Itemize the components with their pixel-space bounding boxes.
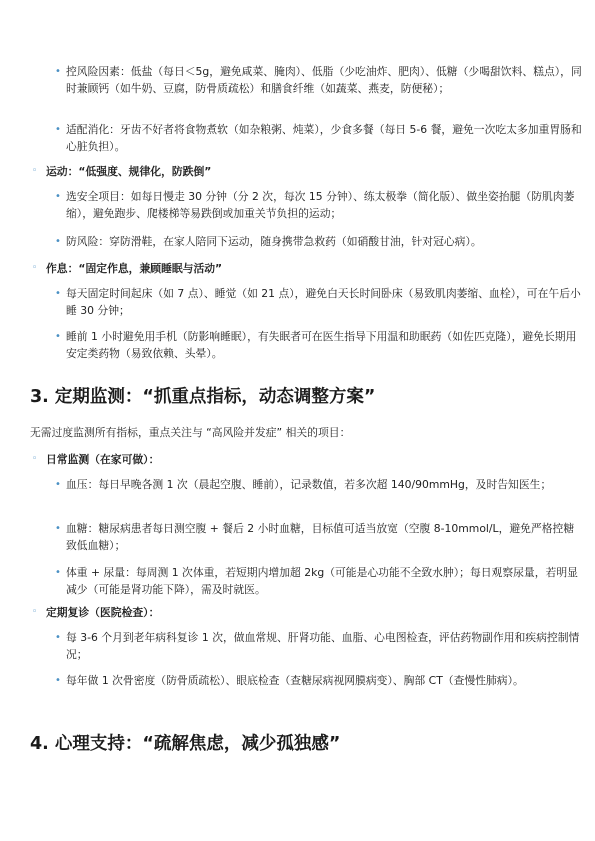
list-item-text: 防风险：穿防滑鞋，在家人陪同下运动，随身携带急救药（如硝酸甘油，针对冠心病）。 bbox=[66, 235, 482, 248]
subsection-title-text: 日常监测（在家可做）： bbox=[46, 453, 160, 466]
list-item-text: 每年做 1 次骨密度（防骨质疏松）、眼底检查（查糖尿病视网膜病变）、胸部 CT（查慢性肺病）。 bbox=[66, 674, 524, 687]
list-item-blood-pressure bbox=[55, 476, 584, 493]
list-item-exercise-safe bbox=[55, 188, 584, 222]
bullet-icon: • bbox=[55, 331, 61, 342]
bullet-icon: • bbox=[55, 66, 61, 77]
circle-bullet-icon: ◦ bbox=[32, 454, 38, 464]
subsection-daily-title bbox=[32, 451, 576, 468]
bullet-icon: • bbox=[55, 675, 61, 686]
section-heading-monitoring: 3. 定期监测：“抓重点指标，动态调整方案” bbox=[30, 387, 376, 407]
list-item-text: 适配消化：牙齿不好者将食物煮软（如杂粮粥、炖菜），少食多餐（每日 5-6 餐，避免一次吃太多加重胃肠和心脏负担）。 bbox=[66, 123, 582, 153]
bullet-icon: • bbox=[55, 236, 61, 247]
bullet-icon: • bbox=[55, 288, 61, 299]
bullet-icon: • bbox=[55, 191, 61, 202]
list-item-text: 选安全项目：如每日慢走 30 分钟（分 2 次，每次 15 分钟）、练太极拳（简化版）、做坐姿抬腿（防肌肉萎缩），避免跑步、爬楼梯等易跌倒或加重关节负担的运动； bbox=[66, 190, 575, 220]
bullet-icon: • bbox=[55, 124, 61, 135]
section-heading-psych: 4. 心理支持：“疏解焦虑，减少孤独感” bbox=[30, 734, 341, 754]
circle-bullet-icon: ◦ bbox=[32, 607, 38, 617]
list-item-text: 每 3-6 个月到老年病科复诊 1 次，做血常规、肝肾功能、血脂、心电图检查，评估药物副作用和疾病控制情况； bbox=[66, 631, 580, 661]
list-item-annual-checks bbox=[55, 672, 584, 689]
bullet-icon: • bbox=[55, 567, 61, 578]
list-item-exercise-risk bbox=[55, 233, 584, 250]
list-item-routine-sleep bbox=[55, 328, 584, 362]
list-item-text: 血压：每日早晚各测 1 次（晨起空腹、睡前），记录数值，若多次超 140/90mmHg，及时告知医生； bbox=[66, 478, 552, 491]
subsection-title-text: 运动：“低强度、规律化，防跌倒” bbox=[46, 165, 212, 178]
subsection-hospital-title bbox=[32, 604, 576, 621]
list-item-text: 控风险因素：低盐（每日＜5g，避免咸菜、腌肉）、低脂（少吃油炸、肥肉）、低糖（少喝甜饮料、糕点），同时兼顾钙（如牛奶、豆腐，防骨质疏松）和膳食纤维（如蔬菜、燕麦，防便秘）； bbox=[66, 65, 582, 95]
subsection-title-text: 作息：“固定作息，兼顾睡眠与活动” bbox=[46, 262, 223, 275]
list-item-text: 血糖：糖尿病患者每日测空腹 + 餐后 2 小时血糖，目标值可适当放宽（空腹 8-10mmol/L，避免严格控糖致低血糖）； bbox=[66, 522, 575, 552]
circle-bullet-icon: ◦ bbox=[32, 263, 38, 273]
bullet-icon: • bbox=[55, 523, 61, 534]
subsection-routine-title bbox=[32, 260, 576, 277]
list-item-routine-schedule bbox=[55, 285, 584, 319]
list-item-text: 体重 + 尿量：每周测 1 次体重，若短期内增加超 2kg（可能是心功能不全致水肿）；每日观察尿量，若明显减少（可能是肾功能下降），需及时就医。 bbox=[66, 566, 578, 596]
subsection-title-text: 定期复诊（医院检查）： bbox=[46, 606, 160, 619]
circle-bullet-icon: ◦ bbox=[32, 166, 38, 176]
list-item-diet-digest bbox=[55, 121, 584, 155]
list-item-weight-urine bbox=[55, 564, 584, 598]
list-item-followup bbox=[55, 629, 584, 663]
subsection-exercise-title bbox=[32, 163, 576, 180]
bullet-icon: • bbox=[55, 479, 61, 490]
section-intro: 无需过度监测所有指标，重点关注与 “高风险并发症” 相关的项目： bbox=[30, 426, 351, 439]
list-item-blood-sugar bbox=[55, 520, 584, 554]
list-item-text: 每天固定时间起床（如 7 点）、睡觉（如 21 点），避免白天长时间卧床（易致肌肉萎缩、血栓），可在午后小睡 30 分钟； bbox=[66, 287, 581, 317]
bullet-icon: • bbox=[55, 632, 61, 643]
list-item-text: 睡前 1 小时避免用手机（防影响睡眠），有失眠者可在医生指导下用温和助眠药（如佐匹克隆），避免长期用安定类药物（易致依赖、头晕）。 bbox=[66, 330, 577, 360]
list-item-diet-risk bbox=[55, 63, 584, 97]
